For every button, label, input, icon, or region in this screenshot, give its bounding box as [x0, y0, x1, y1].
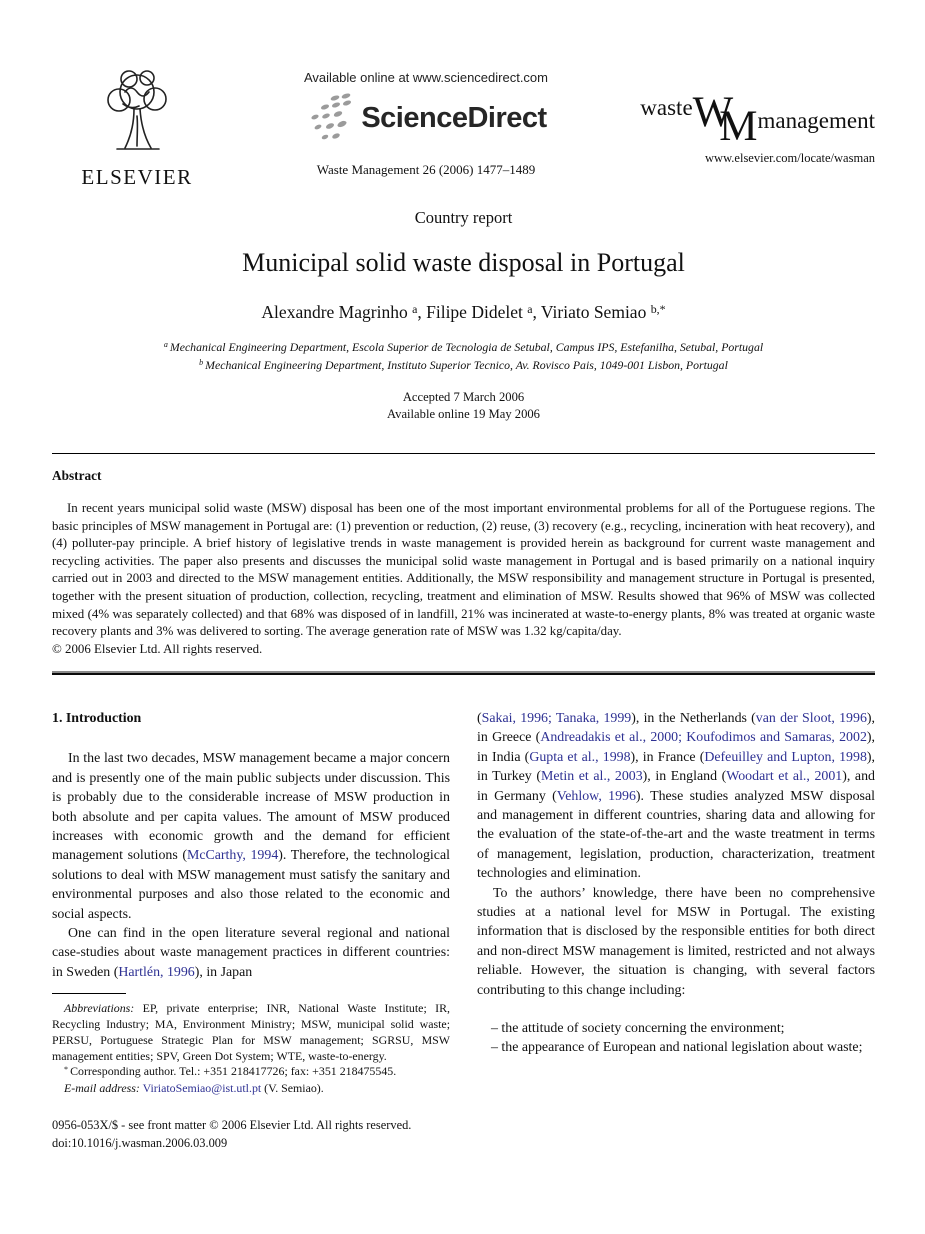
text-segment: ), in Greece (	[477, 710, 875, 746]
sciencedirect-logo	[305, 91, 546, 145]
text-segment: ), in Japan	[194, 964, 253, 980]
citation-link[interactable]: van der Sloot, 1996	[755, 710, 867, 726]
text-segment: a	[163, 340, 170, 350]
text-segment: , Filipe Didelet	[417, 302, 528, 322]
text-segment: One can find in the open literature several regional and national case-studies about waste management practices in different countries: in Sweden (	[52, 926, 450, 980]
intro-paragraph-1	[52, 749, 450, 924]
text-segment: In the last two decades, MSW management became a major concern and is presently one of the main public subjects under discussion. This is probably due to the considerable increase of MSW production in both absolute and per capita values. The amount of MSW produced increases with economic growth and the demand for efficient management solutions (	[52, 751, 450, 864]
factors-list	[477, 1019, 875, 1058]
available-online-text: Available online at www.sciencedirect.com	[304, 70, 548, 85]
wm-logo-management: management	[757, 108, 875, 133]
citation-link[interactable]: Sakai, 1996; Tanaka, 1999	[481, 710, 632, 726]
intro-paragraph-2	[52, 924, 450, 982]
citation-link[interactable]: Metin et al., 2003	[540, 769, 643, 785]
article-category: Country report	[414, 208, 513, 227]
available-date: Available online 19 May 2006	[387, 407, 540, 421]
wm-logo-w: W	[692, 89, 731, 136]
elsevier-logo	[52, 66, 222, 190]
text-segment: Alexandre Magrinho	[261, 302, 413, 322]
text-segment: E-mail address:	[64, 1081, 140, 1096]
elsevier-wordmark: ELSEVIER	[81, 165, 193, 189]
footnote-abbreviations	[52, 1001, 450, 1064]
sciencedirect-dots-icon	[305, 91, 357, 145]
issn-line: 0956-053X/$ - see front matter © 2006 Elsevier Ltd. All rights reserved.	[52, 1118, 412, 1132]
citation-link[interactable]: Woodart et al., 2001	[726, 769, 843, 785]
abstract-heading: Abstract	[52, 468, 102, 483]
text-segment: Abbreviations:	[64, 1001, 135, 1016]
article-title: Municipal solid waste disposal in Portugal	[242, 248, 685, 277]
left-column	[52, 709, 450, 1152]
abstract-text: In recent years municipal solid waste (MSW) disposal has been one of the most important environmental problems for all of the Portuguese regions. The basic principles of MSW management in Portugal are: (1) prevention or reduction, (2) reuse, (3) recovery (e.g., recycling, incineration with heat recovery), and (4) polluter-pay principle. A brief history of legislative trends in waste management is provided herein as background for current waste management and recycling activities. The paper also presents and discusses the municipal solid waste management in Portugal and is based primarily on a national inquiry carried out in 2003 and directed to the MSW management entities. Additionally, the MSW responsibility and management structure in Portugal is presented, together with the present situation of production, collection, recycling, treatment and elimination of MSW. Results showed that 96% of MSW was collected mixed (4% was separately collected) and that 68% was disposed of in landfill, 21% was incinerated at waste-to-energy plants, 8% was treated at organic waste recovery plants and 3% was delivered to sorting. The average generation rate of MSW was 1.32 kg/capita/day.	[52, 501, 875, 639]
right-column	[477, 709, 875, 1152]
text-segment: b	[199, 358, 206, 368]
article-dates	[52, 389, 875, 423]
text-segment: (V. Semiao).	[261, 1081, 324, 1096]
citation-link[interactable]: Defeuilley and Lupton, 1998	[704, 749, 867, 765]
citation-link[interactable]: Vehlow, 1996	[556, 788, 636, 804]
citation-link[interactable]: Hartlén, 1996	[118, 964, 195, 980]
intro-paragraph-3	[477, 884, 875, 1000]
text-segment: *	[64, 1064, 71, 1074]
section-divider-rule	[52, 671, 875, 675]
title-block	[52, 208, 875, 423]
section-heading-introduction: 1. Introduction	[52, 710, 142, 726]
text-segment: ). These studies analyzed MSW disposal and management in different countries, sharing data and allowing for the evaluation of the state-of-the-art and the waste treatment in terms of management, legislation, production, characterization, treatment technologies and elimination.	[477, 788, 875, 882]
text-segment: EP, private enterprise; INR, National Waste Institute; IR, Recycling Industry; MA, Environment Ministry; MSW, municipal solid waste; PERSU, Portuguese Strategic Plan for MSW management; SGRSU, MSW management entities; SPV, Green Dot System; WTE, waste-to-energy.	[52, 1001, 450, 1063]
citation-link[interactable]: ViriatoSemiao@ist.utl.pt	[142, 1081, 262, 1096]
doi-line: doi:10.1016/j.wasman.2006.03.009	[52, 1135, 228, 1150]
affiliation-a	[52, 339, 875, 357]
imprint-block	[52, 1117, 450, 1152]
affiliation-b	[52, 357, 875, 375]
text-segment: ), in England (	[642, 769, 727, 785]
text-segment: (	[477, 710, 482, 726]
text-segment: Mechanical Engineering Department, Instituto Superior Tecnico, Av. Rovisco Pais, 1049-001 Lisbon, Portugal	[205, 358, 728, 372]
wm-logo-waste: waste	[640, 95, 693, 120]
footnote-corresponding-author	[52, 1064, 450, 1081]
text-segment: , Viriato Semiao	[532, 302, 651, 322]
wm-logo-m: M	[719, 103, 758, 150]
text-segment: ), and in Germany (	[477, 769, 875, 804]
footnote-email	[52, 1081, 450, 1097]
text-segment: ), in France (	[630, 749, 705, 765]
header-center	[222, 66, 630, 178]
copyright-line: © 2006 Elsevier Ltd. All rights reserved.	[52, 641, 263, 656]
text-segment: ), in India (	[477, 730, 875, 765]
page-header	[52, 66, 875, 190]
sciencedirect-wordmark: ScienceDirect	[361, 101, 547, 134]
footnote-block	[52, 993, 450, 1097]
text-segment: ). Therefore, the technological solutions to deal with MSW management must satisfy the sanitary and environmental purposes and also those related to the economic and social aspects.	[52, 848, 450, 922]
text-segment: To the authors’ knowledge, there have been no comprehensive studies at a national level for MSW in Portugal. The existing information that is disclosed by the responsible entities for both direct and non-direct MSW management is limited, restricted and not always reliable. However, the situation is changing, with several factors contributing to this change including:	[477, 885, 875, 998]
abstract-top-rule	[52, 453, 875, 454]
affiliations	[52, 339, 875, 375]
elsevier-tree-icon	[89, 66, 185, 158]
accepted-date: Accepted 7 March 2006	[402, 390, 525, 404]
text-segment: b,*	[650, 301, 666, 316]
authors-line	[52, 302, 875, 323]
locate-url: www.elsevier.com/locate/wasman	[705, 151, 875, 165]
text-segment: ), in Turkey (	[477, 749, 875, 785]
citation-link[interactable]: McCarthy, 1994	[186, 848, 279, 864]
text-segment: Corresponding author. Tel.: +351 218417726; fax: +351 218475545.	[70, 1064, 397, 1079]
intro-paragraph-2-continued	[477, 709, 875, 884]
body-columns	[52, 709, 875, 1152]
text-segment: Mechanical Engineering Department, Escola Superior de Tecnologia de Setubal, Campus IPS, Estefanilha, Setubal, Portugal	[169, 340, 764, 354]
citation-link[interactable]: Andreadakis et al., 2000; Koufodimos and Samaras, 2002	[540, 730, 867, 746]
citation-link[interactable]: Gupta et al., 1998	[529, 749, 631, 765]
text-segment: ), in the Netherlands (	[631, 710, 756, 726]
list-item: – the attitude of society concerning the environment;	[491, 1021, 785, 1037]
footnote-rule	[52, 993, 126, 994]
waste-management-journal-logo	[640, 88, 875, 150]
text-segment: a	[412, 301, 418, 316]
list-item: – the appearance of European and national legislation about waste;	[491, 1040, 863, 1056]
journal-citation: Waste Management 26 (2006) 1477–1489	[316, 162, 536, 177]
header-right	[630, 66, 875, 166]
text-segment: a	[527, 301, 533, 316]
